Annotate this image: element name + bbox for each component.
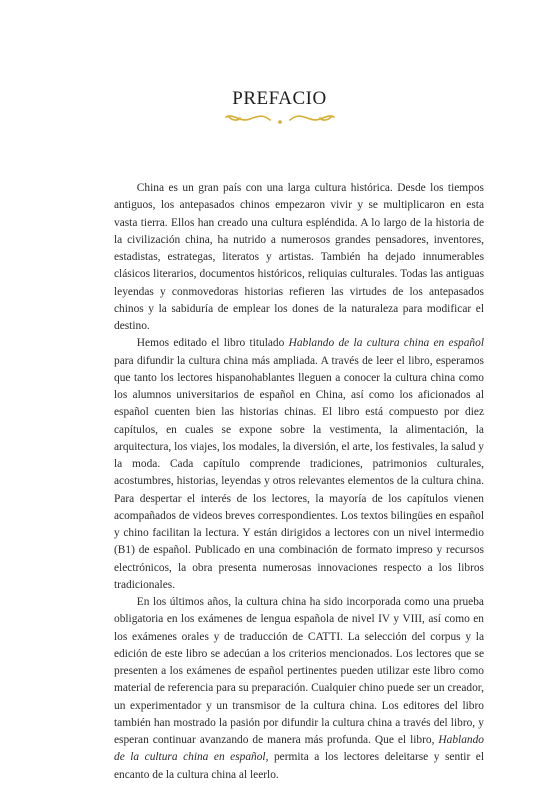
paragraph: Hemos editado el libro titulado Hablando de la cultura china en español para difundir la cultura china más ampliada. A través de leer el libro, esperamos que tanto los lectores hispanohablantes lleguen a conocer la cultura china como los alumnos universitarios de español en China, así como los aficionados al español cuenten bien las historias chinas. El libro está compuesto por diez capítulos, en cuales se expone sobre la vestimenta, la alimentación, la arquitectura, los viajes, los modales, la diversión, el arte, los festivales, la salud y la moda. Cada capítulo comprende tradiciones, patrimonios culturales, acostumbres, historias, leyendas y otros relevantes elementos de la cultura china. Para despertar el interés de los lectores, la mayoría de los capítulos vienen acompañados de videos breves correspondientes. Los textos bilingües en español y chino facilitan la lectura. Y están dirigidos a lectores con un nivel intermedio (B1) de español. Publicado en una combinación de formato impreso y recursos electrónicos, la obra presenta numerosas innovaciones respecto a los libros tradicionales.: [114, 337, 484, 591]
flourish-ornament-icon: [220, 112, 340, 126]
page-title: PREFACIO: [232, 88, 327, 109]
paragraph: En los últimos años, la cultura china ha sido incorporada como una prueba obligatoria en los exámenes de lengua española de nivel IV y VIII, así como en los exámenes orales y de traducción de CATTI. La selección del corpus y la edición de este libro se adecúan a los criterios mencionados. Los lectores que se presenten a los exámenes de español pertinentes pueden utilizar este libro como material de referencia para su preparación. Cualquier chino puede ser un creador, un experimentador y un transmisor de la cultura china. Los editores del libro también han mostrado la pasión por difundir la cultura china a través del libro, y esperan continuar avanzando de manera más profunda. Que el libro, Hablando de la cultura china en español, permita a los lectores deleitarse y sentir el encanto de la cultura china al leerlo.: [114, 596, 484, 781]
preface-body: [114, 180, 484, 784]
book-title: Hablando de la cultura china en español: [288, 337, 484, 350]
chapter-heading: [0, 88, 559, 126]
paragraph: China es un gran país con una larga cultura histórica. Desde los tiempos antiguos, los antepasados chinos empezaron vivir y se multiplicaron en esta vasta tierra. Ellos han creado una cultura espléndida. A lo largo de la historia de la civilización china, ha nutrido a numerosos grandes pensadores, inventores, estadistas, estrategas, literatos y artistas. También ha dejado innumerables clásicos literarios, documentos históricos, reliquias culturales. Todas las antiguas leyendas y conmovedoras historias refieren las virtudes de los antepasados chinos y la sabiduría de emplear los dones de la naturaleza para modificar el destino.: [114, 182, 484, 332]
book-title: Hablando de la cultura china en español: [114, 734, 484, 764]
